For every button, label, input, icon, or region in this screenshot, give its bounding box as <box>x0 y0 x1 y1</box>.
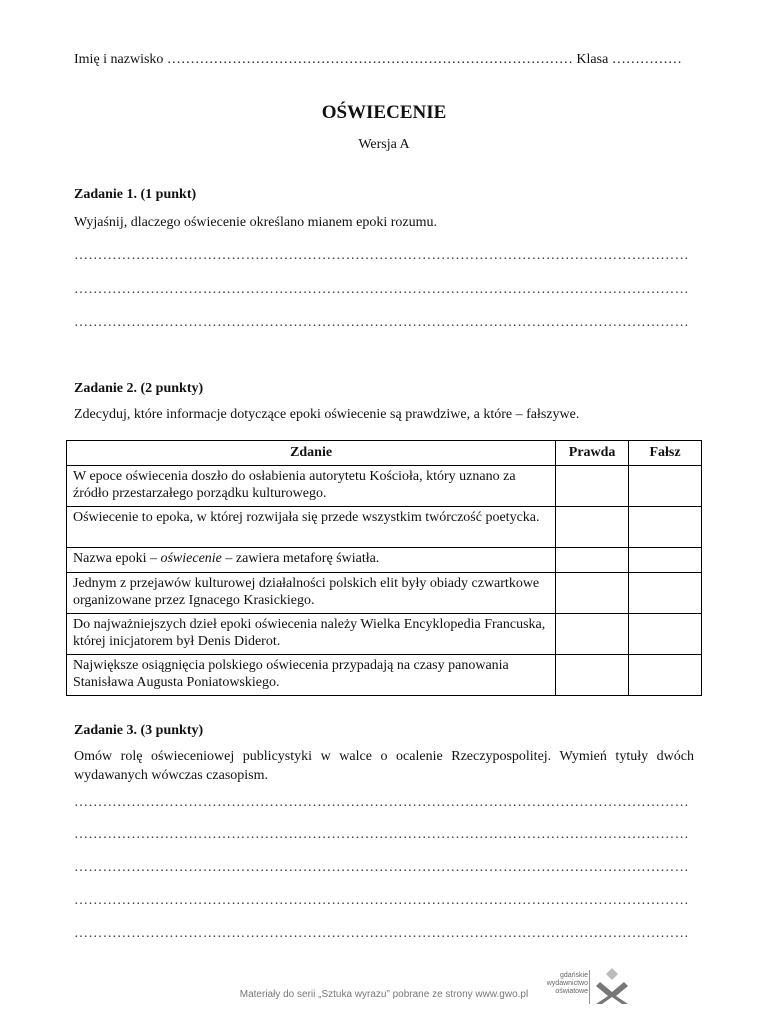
statement-term-italic: oświecenie <box>160 551 222 566</box>
task1-heading: Zadanie 1. (1 punkt) <box>74 187 197 202</box>
gwo-logo-icon <box>592 966 632 1006</box>
false-answer-cell[interactable] <box>629 548 702 573</box>
false-answer-cell[interactable] <box>629 573 702 614</box>
task1-answer-line-2[interactable]: ………………………………………………………………………………………………………………… <box>74 282 689 297</box>
false-answer-cell[interactable] <box>629 655 702 696</box>
table-row <box>67 655 702 696</box>
column-header-statement: Zdanie <box>67 441 556 466</box>
table-header-row <box>67 441 702 466</box>
statement-cell: Jednym z przejawów kulturowej działalności polskich elit były obiady czwartkowe organizowane przez Ignacego Krasickiego. <box>67 573 556 614</box>
true-false-table <box>66 440 702 696</box>
table-row <box>67 573 702 614</box>
class-field-dots[interactable]: …………… <box>611 52 682 67</box>
false-answer-cell[interactable] <box>629 614 702 655</box>
statement-cell: Do najważniejszych dzieł epoki oświecenia należy Wielka Encyklopedia Francuska, której inicjatorem był Denis Diderot. <box>67 614 556 655</box>
task3-text: Omów rolę oświeceniowej publicystyki w walce o ocalenie Rzeczypospolitej. Wymień tytuły dwóch wydawanych wówczas czasopism. <box>74 749 694 783</box>
table-row <box>67 614 702 655</box>
publisher-divider <box>589 970 590 1004</box>
task3-answer-line-2[interactable]: ………………………………………………………………………………………………………………… <box>74 827 689 842</box>
task1-text: Wyjaśnij, dlaczego oświecenie określano mianem epoki rozumu. <box>74 215 438 230</box>
footer-source-note: Materiały do serii „Sztuka wyrazu” pobrane ze strony www.gwo.pl <box>239 989 529 1000</box>
table-row <box>67 548 702 573</box>
true-answer-cell[interactable] <box>556 507 629 548</box>
statement-cell: Oświecenie to epoka, w której rozwijała się przede wszystkim twórczość poetycka. <box>67 507 556 548</box>
publisher-line: oświatowe <box>555 988 588 995</box>
column-header-true: Prawda <box>556 441 629 466</box>
column-header-false: Fałsz <box>629 441 702 466</box>
name-field-dots[interactable]: …………………………………………………………………………… <box>166 52 573 67</box>
name-label: Imię i nazwisko <box>74 52 164 67</box>
true-answer-cell[interactable] <box>556 655 629 696</box>
statement-part: Nazwa epoki – <box>73 551 161 566</box>
task3-answer-line-4[interactable]: ………………………………………………………………………………………………………………… <box>74 893 689 908</box>
page-subtitle: Wersja A <box>358 137 410 152</box>
task2-text: Zdecyduj, które informacje dotyczące epoki oświecenie są prawdziwe, a które – fałszywe. <box>74 407 580 422</box>
table-row <box>67 466 702 507</box>
task3-answer-line-3[interactable]: ………………………………………………………………………………………………………………… <box>74 860 689 875</box>
publisher-name <box>536 972 588 996</box>
statement-part: – zawiera metaforę światła. <box>221 551 380 566</box>
class-label: Klasa <box>576 52 609 67</box>
publisher-line: gdańskie <box>559 972 588 979</box>
false-answer-cell[interactable] <box>629 507 702 548</box>
task1-answer-line-1[interactable]: ………………………………………………………………………………………………………………… <box>74 248 689 263</box>
statement-cell <box>67 548 556 573</box>
task3-answer-line-5[interactable]: ………………………………………………………………………………………………………………… <box>74 926 689 941</box>
task3-heading: Zadanie 3. (3 punkty) <box>74 723 204 738</box>
statement-cell: W epoce oświecenia doszło do osłabienia autorytetu Kościoła, który uznano za źródło przestarzałego porządku kulturowego. <box>67 466 556 507</box>
student-name-class-line <box>74 52 682 68</box>
true-answer-cell[interactable] <box>556 466 629 507</box>
publisher-line: wydawnictwo <box>546 980 588 987</box>
task1-answer-line-3[interactable]: ………………………………………………………………………………………………………………… <box>74 315 689 330</box>
true-answer-cell[interactable] <box>556 614 629 655</box>
statement-cell: Największe osiągnięcia polskiego oświecenia przypadają na czasy panowania Stanisława Augusta Poniatowskiego. <box>67 655 556 696</box>
true-answer-cell[interactable] <box>556 573 629 614</box>
page-title: OŚWIECENIE <box>321 102 447 123</box>
true-answer-cell[interactable] <box>556 548 629 573</box>
task3-answer-line-1[interactable]: ………………………………………………………………………………………………………………… <box>74 795 689 810</box>
false-answer-cell[interactable] <box>629 466 702 507</box>
task2-heading: Zadanie 2. (2 punkty) <box>74 381 204 396</box>
table-row <box>67 507 702 548</box>
